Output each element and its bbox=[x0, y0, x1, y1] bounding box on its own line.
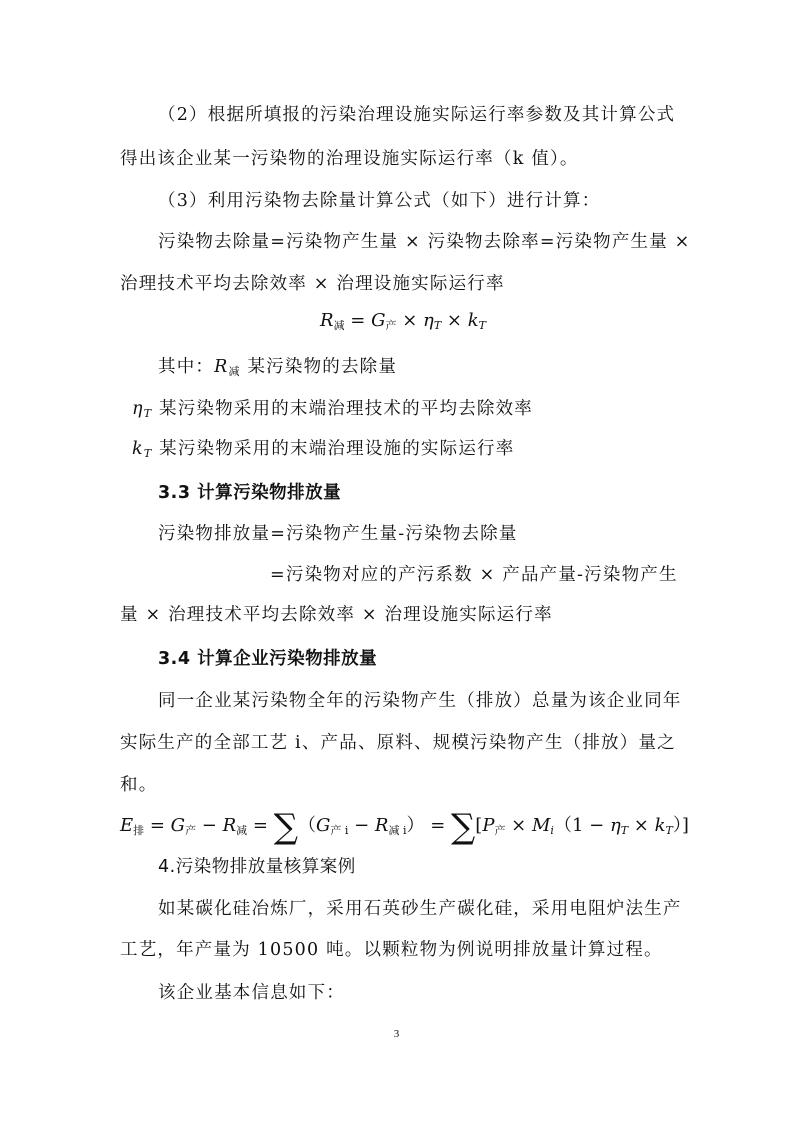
case-line-3: 该企业基本信息如下： bbox=[158, 983, 345, 1003]
total-emission-equation: $E_排 = G_产 - R_减 = \sum(G_{产 i} - R_{减 i}) = \sum[P_产 \times M_i(1 - \eta_T \times k_T)]$ bbox=[120, 807, 689, 847]
total-line-1: 同一企业某污染物全年的污染物产生（排放）总量为该企业同年 bbox=[158, 691, 682, 711]
emission-line-2: =污染物对应的产污系数 × 产品产量-污染物产生 bbox=[270, 565, 678, 585]
page-number: 3 bbox=[393, 1028, 400, 1040]
emission-line-1: 污染物排放量=污染物产生量-污染物去除量 bbox=[158, 524, 518, 544]
sigma-symbol: ∑ bbox=[273, 807, 298, 847]
removal-words-line-2: 治理技术平均去除效率 × 治理设施实际运行率 bbox=[120, 274, 505, 294]
heading-3-3: 3.3 计算污染物排放量 bbox=[158, 483, 342, 503]
emission-line-3: 量 × 治理技术平均去除效率 × 治理设施实际运行率 bbox=[120, 605, 553, 625]
where-eta: $\eta_T$ 某污染物采用的末端治理技术的平均去除效率 bbox=[132, 399, 533, 420]
case-line-1: 如某碳化硅冶炼厂，采用石英砂生产碳化硅，采用电阻炉法生产 bbox=[158, 899, 682, 919]
removal-equation: $R_减 = G_产 \times \eta_T \times k_T$ bbox=[320, 310, 486, 332]
total-line-3: 和。 bbox=[120, 775, 158, 795]
para-3: （3）利用污染物去除量计算公式（如下）进行计算： bbox=[158, 191, 601, 211]
sigma-symbol: ∑ bbox=[451, 807, 476, 847]
heading-4: 4.污染物排放量核算案例 bbox=[158, 857, 356, 877]
para-2-line-1: （2）根据所填报的污染治理设施实际运行率参数及其计算公式 bbox=[158, 105, 676, 125]
case-line-2: 工艺，年产量为 10500 吨。以颗粒物为例说明排放量计算过程。 bbox=[120, 940, 663, 960]
heading-3-4: 3.4 计算企业污染物排放量 bbox=[158, 649, 378, 669]
para-2-line-2: 得出该企业某一污染物的治理设施实际运行率（k 值）。 bbox=[120, 149, 579, 169]
total-line-2: 实际生产的全部工艺 i、产品、原料、规模污染物产生（排放）量之 bbox=[120, 733, 676, 753]
where-k: $k_T$ 某污染物采用的末端治理设施的实际运行率 bbox=[132, 439, 515, 460]
removal-words-line-1: 污染物去除量=污染物产生量 × 污染物去除率=污染物产生量 × bbox=[158, 232, 691, 252]
where-r: 其中：$R_减$ 某污染物的去除量 bbox=[158, 357, 398, 378]
